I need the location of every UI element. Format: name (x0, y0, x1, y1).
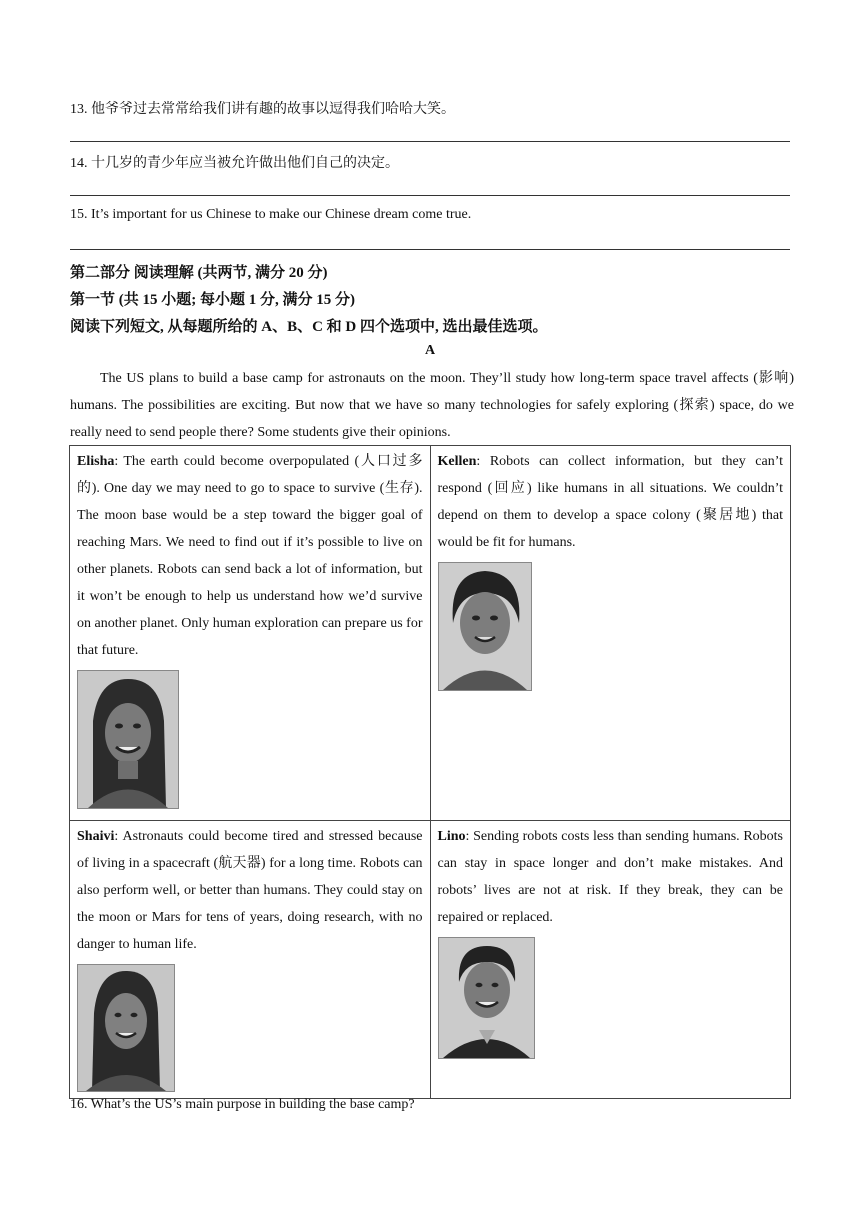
section1-title: 第一节 (共 15 小题; 每小题 1 分, 满分 15 分) (70, 292, 355, 308)
opinion-cell-lino (430, 821, 791, 1099)
opinion-body: : The earth could become overpopulated (人口过多的). One day we may need to go to space to survive (生存). The moon base would be a step toward the bigger goal of reaching Mars. We need to find out if it’s possible to live on other planets. Robots can send back a lot of information, but it won’t be enough to help us understand how we’d survive on another planet. Only human exploration can prepare us for that future. (77, 454, 423, 658)
answer-line-15 (70, 249, 790, 250)
student-name: Elisha (77, 454, 115, 469)
opinion-body: : Astronauts could become tired and stressed because of living in a spacecraft (航天器) for a long time. Robots can also perform well, or better than humans. They could stay on the moon or Mars for tens of years, doing research, with no danger to human life. (77, 829, 423, 952)
opinion-text (77, 448, 423, 664)
section-instruction: 阅读下列短文, 从每题所给的 A、B、C 和 D 四个选项中, 选出最佳选项。 (70, 319, 548, 335)
question-14: 14. 十几岁的青少年应当被允许做出他们自己的决定。 (70, 156, 399, 171)
passage-intro: The US plans to build a base camp for astronauts on the moon. They’ll study how long-term space travel affects (影响) humans. The possibilities are exciting. But now that we have so many technologies for safely exploring (探索) space, do we really need to send people there? Some students give their opinions. (70, 371, 794, 440)
opinion-cell-elisha (70, 446, 431, 821)
student-photo-elisha (77, 670, 179, 809)
student-photo-shaivi (77, 964, 175, 1092)
question-15: 15. It’s important for us Chinese to make our Chinese dream come true. (70, 207, 472, 222)
part2-title: 第二部分 阅读理解 (共两节, 满分 20 分) (70, 265, 328, 281)
answer-line-13 (70, 141, 790, 142)
opinion-body: : Sending robots costs less than sending humans. Robots can stay in space longer and don’t make mistakes. And robots’ lives are not at risk. If they break, they can be repaired or replaced. (437, 829, 783, 925)
passage-label: A (424, 343, 436, 358)
question-13: 13. 他爷爷过去常常给我们讲有趣的故事以逗得我们哈哈大笑。 (70, 102, 455, 117)
opinion-text (77, 823, 423, 958)
opinion-text (438, 448, 784, 556)
student-name: Kellen (437, 454, 477, 469)
student-name: Shaivi (77, 829, 115, 844)
opinion-cell-shaivi (70, 821, 431, 1099)
student-photo-kellen (438, 562, 532, 691)
opinion-cell-kellen (430, 446, 791, 821)
opinion-body: : Robots can collect information, but they can’t respond (回应) like humans in all situations. We couldn’t depend on them to develop a space colony (聚居地) that would be fit for humans. (437, 454, 783, 550)
student-photo-lino (438, 937, 535, 1059)
opinion-text (438, 823, 784, 931)
student-name: Lino (437, 829, 466, 844)
opinions-table (69, 445, 791, 1099)
question-16: 16. What’s the US’s main purpose in building the base camp? (70, 1097, 415, 1112)
answer-line-14 (70, 195, 790, 196)
